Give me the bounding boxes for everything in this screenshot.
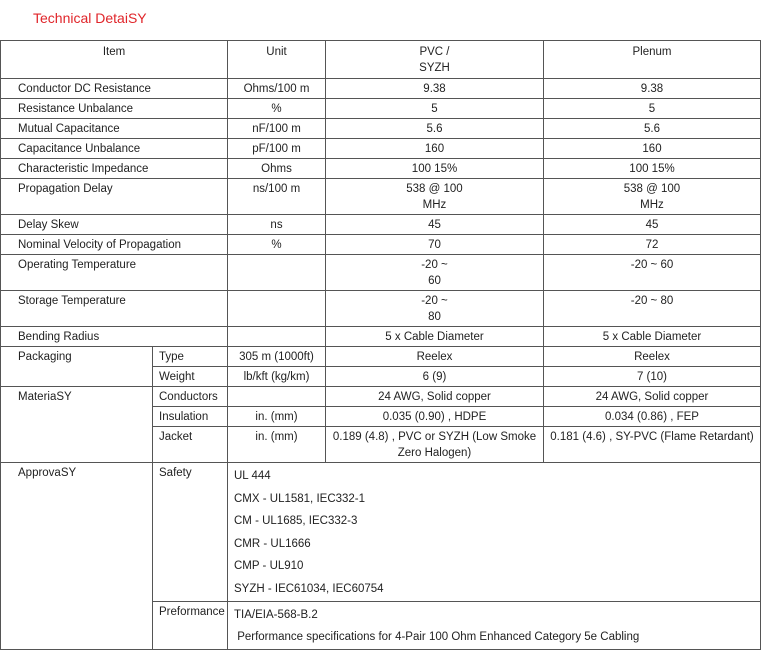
materials-plenum: 0.034 (0.86) , FEP <box>544 407 761 427</box>
packaging-plenum: 7 (10) <box>544 367 761 387</box>
packaging-unit: lb/kft (kg/km) <box>228 367 326 387</box>
materials-sub: Insulation <box>153 407 228 427</box>
materials-unit <box>228 387 326 407</box>
materials-pvc: 24 AWG, Solid copper <box>326 387 544 407</box>
materials-sub: Jacket <box>153 427 228 463</box>
row-item: Characteristic Impedance <box>1 159 228 179</box>
safety-item: SYZH - IEC61034, IEC60754 <box>234 582 384 595</box>
row-plenum: 160 <box>544 139 761 159</box>
table-row <box>1 41 761 79</box>
packaging-pvc: Reelex <box>326 347 544 367</box>
materials-pvc: 0.189 (4.8) , PVC or SYZH (Low Smoke Zero Halogen) <box>326 427 544 463</box>
row-unit: % <box>228 99 326 119</box>
packaging-unit: 305 m (1000ft) <box>228 347 326 367</box>
row-unit <box>228 291 326 327</box>
row-plenum: -20 ~ 60 <box>544 255 761 291</box>
header-pvc: PVC / SYZH <box>326 41 544 79</box>
row-pvc: 5.6 <box>326 119 544 139</box>
row-plenum: -20 ~ 80 <box>544 291 761 327</box>
packaging-plenum: Reelex <box>544 347 761 367</box>
table-row <box>1 255 761 291</box>
row-unit: pF/100 m <box>228 139 326 159</box>
packaging-label: Packaging <box>1 347 153 387</box>
table-row <box>1 139 761 159</box>
row-unit: % <box>228 235 326 255</box>
packaging-sub: Weight <box>153 367 228 387</box>
row-unit: Ohms/100 m <box>228 79 326 99</box>
safety-item: CMX - UL1581, IEC332-1 <box>234 492 366 505</box>
materials-label: MateriaSY <box>1 387 153 463</box>
materials-sub: Conductors <box>153 387 228 407</box>
row-item: Delay Skew <box>1 215 228 235</box>
performance-item: TIA/EIA-568-B.2 <box>234 609 318 621</box>
row-unit: nF/100 m <box>228 119 326 139</box>
row-item: Capacitance Unbalance <box>1 139 228 159</box>
table-row <box>1 291 761 327</box>
row-pvc: -20 ~ 80 <box>326 291 544 327</box>
table-row <box>1 215 761 235</box>
materials-plenum: 0.181 (4.6) , SY-PVC (Flame Retardant) <box>544 427 761 463</box>
safety-item: CM - UL1685, IEC332-3 <box>234 515 358 527</box>
safety-item: CMP - UL910 <box>234 560 304 572</box>
materials-pvc: 0.035 (0.90) , HDPE <box>326 407 544 427</box>
row-item: Storage Temperature <box>1 291 228 327</box>
approvals-label: ApprovaSY <box>1 463 153 650</box>
header-item: Item <box>1 41 228 79</box>
row-plenum: 72 <box>544 235 761 255</box>
table-row <box>1 159 761 179</box>
row-plenum: 5.6 <box>544 119 761 139</box>
table-row <box>1 119 761 139</box>
table-row <box>1 99 761 119</box>
materials-plenum: 24 AWG, Solid copper <box>544 387 761 407</box>
row-item: Bending Radius <box>1 327 228 347</box>
table-row <box>1 463 761 602</box>
row-plenum: 100 15% <box>544 159 761 179</box>
safety-list <box>228 463 761 602</box>
row-pvc: 160 <box>326 139 544 159</box>
row-pvc: 100 15% <box>326 159 544 179</box>
materials-unit: in. (mm) <box>228 407 326 427</box>
row-item: Nominal Velocity of Propagation <box>1 235 228 255</box>
technical-details-table <box>0 40 761 650</box>
safety-label: Safety <box>153 463 228 602</box>
row-item: Resistance Unbalance <box>1 99 228 119</box>
packaging-sub: Type <box>153 347 228 367</box>
header-plenum: Plenum <box>544 41 761 79</box>
row-pvc: 538 @ 100 MHz <box>326 179 544 215</box>
performance-list <box>228 602 761 650</box>
row-plenum: 5 x Cable Diameter <box>544 327 761 347</box>
table-row <box>1 79 761 99</box>
table-row <box>1 327 761 347</box>
row-unit <box>228 327 326 347</box>
row-pvc: 9.38 <box>326 79 544 99</box>
row-unit <box>228 255 326 291</box>
row-plenum: 45 <box>544 215 761 235</box>
safety-item: UL 444 <box>234 470 271 482</box>
row-pvc: -20 ~ 60 <box>326 255 544 291</box>
table-row <box>1 235 761 255</box>
materials-unit: in. (mm) <box>228 427 326 463</box>
performance-item: Performance specifications for 4-Pair 100 Ohm Enhanced Category 5e Cabling <box>234 631 640 643</box>
section-title: Technical DetaiSY <box>33 10 147 26</box>
row-item: Operating Temperature <box>1 255 228 291</box>
row-unit: ns <box>228 215 326 235</box>
header-unit: Unit <box>228 41 326 79</box>
row-plenum: 9.38 <box>544 79 761 99</box>
row-pvc: 5 <box>326 99 544 119</box>
packaging-pvc: 6 (9) <box>326 367 544 387</box>
row-unit: ns/100 m <box>228 179 326 215</box>
row-plenum: 5 <box>544 99 761 119</box>
table-row <box>1 347 761 367</box>
row-pvc: 5 x Cable Diameter <box>326 327 544 347</box>
row-unit: Ohms <box>228 159 326 179</box>
performance-label: Preformance <box>153 602 228 650</box>
row-item: Conductor DC Resistance <box>1 79 228 99</box>
safety-item: CMR - UL1666 <box>234 537 311 550</box>
table-row <box>1 179 761 215</box>
table-row <box>1 387 761 407</box>
row-item: Mutual Capacitance <box>1 119 228 139</box>
row-pvc: 70 <box>326 235 544 255</box>
row-plenum: 538 @ 100 MHz <box>544 179 761 215</box>
row-pvc: 45 <box>326 215 544 235</box>
row-item: Propagation Delay <box>1 179 228 215</box>
